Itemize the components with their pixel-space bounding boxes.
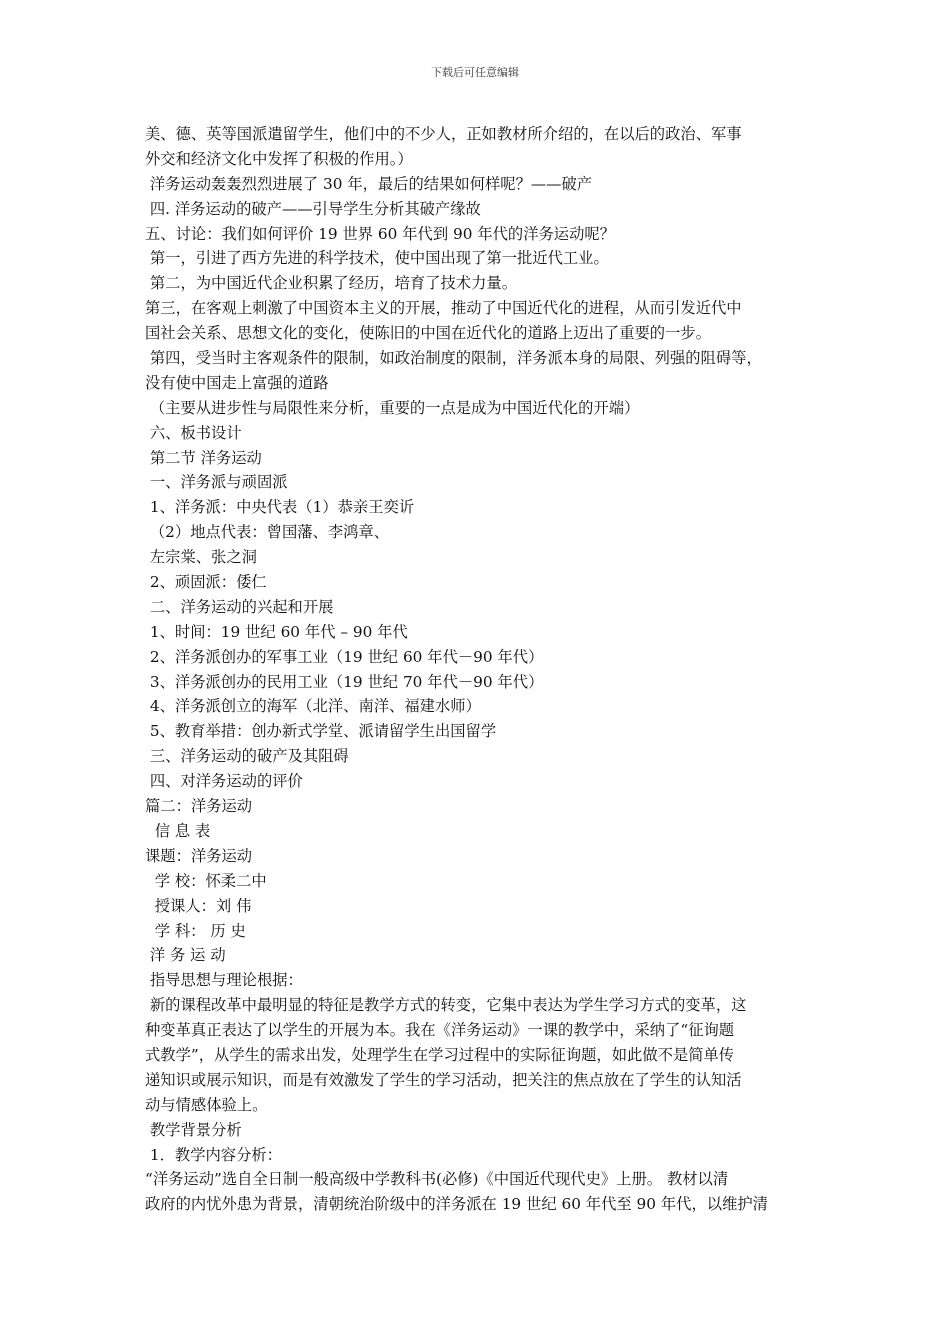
text-line: 授课人：刘 伟 <box>145 896 252 915</box>
text-line: 2、洋务派创办的军事工业（19 世纪 60 年代－90 年代） <box>145 647 544 666</box>
text-line: 国社会关系、思想文化的变化，使陈旧的中国在近代化的道路上迈出了重要的一步。 <box>145 324 711 343</box>
text-line: 信 息 表 <box>145 821 211 840</box>
text-line: 指导思想与理论根据： <box>145 971 303 990</box>
text-line: 课题：洋务运动 <box>145 846 253 865</box>
text-line: 5、教育举措：创办新式学堂、派请留学生出国留学 <box>145 722 497 741</box>
page-header: 下载后可任意编辑 <box>431 66 519 79</box>
text-line: 学 校：怀柔二中 <box>145 871 267 890</box>
document-body <box>145 122 813 1217</box>
text-line: 左宗棠、张之洞 <box>145 548 257 567</box>
text-line: 第三，在客观上刺激了中国资本主义的开展，推动了中国近代化的进程，从而引发近代中 <box>145 299 742 318</box>
text-line: 新的课程改革中最明显的特征是教学方式的转变，它集中表达为学生学习方式的变革，这 <box>145 996 747 1015</box>
text-line: 1、时间：19 世纪 60 年代 – 90 年代 <box>145 622 408 641</box>
text-line: 第二，为中国近代企业积累了经历，培育了技术力量。 <box>145 274 517 293</box>
text-line: 外交和经济文化中发挥了积极的作用。） <box>145 149 413 168</box>
text-line: 洋务运动轰轰烈烈进展了 30 年，最后的结果如何样呢？——破产 <box>145 174 593 193</box>
text-line: 第二节 洋务运动 <box>145 448 262 467</box>
text-line: 五、讨论：我们如何评价 19 世界 60 年代到 90 年代的洋务运动呢？ <box>145 224 615 243</box>
text-line: 没有使中国走上富强的道路 <box>145 373 329 392</box>
text-line: 3、洋务派创办的民用工业（19 世纪 70 年代－90 年代） <box>145 672 544 691</box>
text-line: 二、洋务运动的兴起和开展 <box>145 597 334 616</box>
text-line: 4、洋务派创立的海军（北洋、南洋、福建水师） <box>145 697 481 716</box>
text-line: 学 科： 历 史 <box>145 921 246 940</box>
text-line: “洋务运动”选自全日制一般高级中学教科书(必修)《中国近代现代史》上册。 教材以清 <box>145 1170 729 1189</box>
text-line: 式教学”，从学生的需求出发，处理学生在学习过程中的实际征询题，如此做不是简单传 <box>145 1045 735 1064</box>
text-line: 教学背景分析 <box>145 1120 242 1139</box>
text-line: 三、洋务运动的破产及其阻碍 <box>145 747 349 766</box>
text-line: 1、洋务派：中央代表（1）恭亲王奕䜣 <box>145 498 415 517</box>
text-line: 四、对洋务运动的评价 <box>145 772 303 791</box>
text-line: 四. 洋务运动的破产——引导学生分析其破产缘故 <box>145 199 481 218</box>
text-line: 种变革真正表达了以学生的开展为本。我在《洋务运动》一课的教学中，采纳了“征询题 <box>145 1021 735 1040</box>
text-line: 美、德、英等国派遣留学生，他们中的不少人，正如教材所介绍的，在以后的政治、军事 <box>145 125 742 143</box>
text-line: 第一，引进了西方先进的科学技术，使中国出现了第一批近代工业。 <box>145 249 609 268</box>
text-line: 第四，受当时主客观条件的限制，如政治制度的限制，洋务派本身的局限、列强的阻碍等， <box>145 349 762 368</box>
text-line: （主要从进步性与局限性来分析，重要的一点是成为中国近代化的开端） <box>145 398 640 417</box>
text-line: （2）地点代表：曾国藩、李鸿章、 <box>145 523 390 542</box>
text-line: 篇二：洋务运动 <box>145 797 253 816</box>
text-line: 递知识或展示知识，而是有效激发了学生的学习活动，把关注的焦点放在了学生的认知活 <box>145 1070 742 1089</box>
text-line: 2、顽固派：倭仁 <box>145 573 267 592</box>
text-line: 动与情感体验上。 <box>145 1095 268 1114</box>
text-line: 六、板书设计 <box>145 423 242 442</box>
text-line: 政府的内忧外患为背景，清朝统治阶级中的洋务派在 19 世纪 60 年代至 90 年代，以维护清 <box>145 1195 768 1214</box>
text-line: 洋 务 运 动 <box>145 946 226 965</box>
text-line: 一、洋务派与顽固派 <box>145 473 288 492</box>
text-line: 1．教学内容分析： <box>145 1145 282 1164</box>
